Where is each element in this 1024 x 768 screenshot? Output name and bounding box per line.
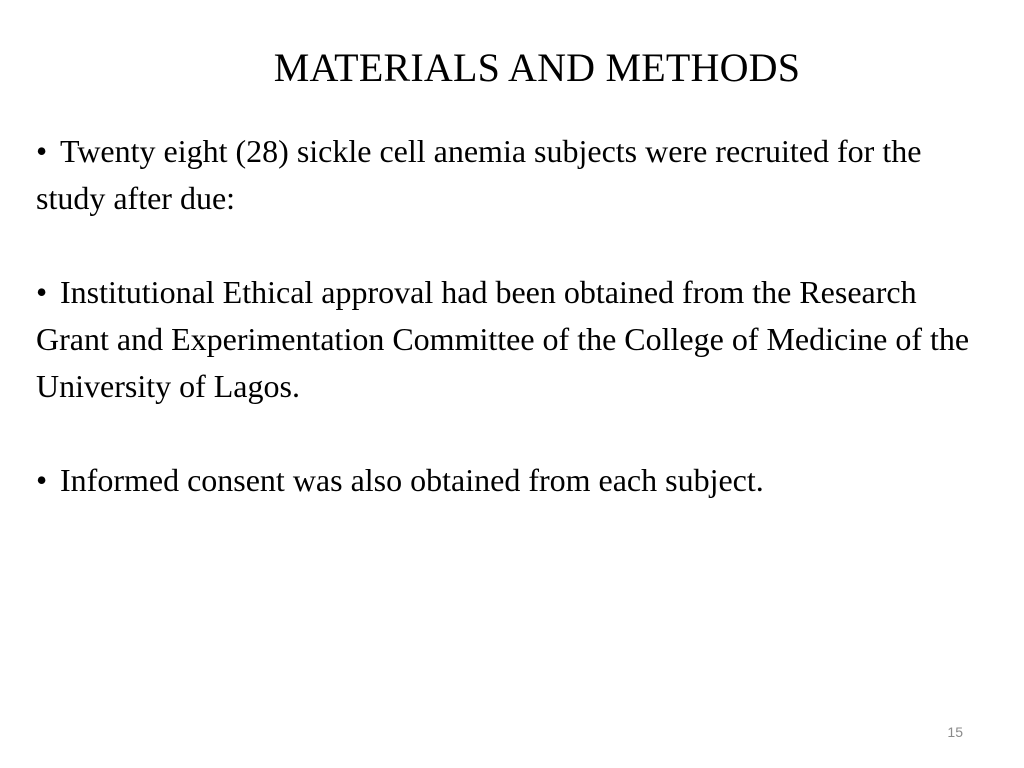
bullet-list xyxy=(36,128,996,504)
bullet-marker: • xyxy=(36,133,48,169)
bullet-item-informed-consent xyxy=(36,457,996,504)
slide-title: MATERIALS AND METHODS xyxy=(273,45,801,90)
bullet-text: Institutional Ethical approval had been obtained from the Research Grant and Experimentation Committee of the College of Medicine of the University of Lagos. xyxy=(36,274,970,404)
bullet-text: Twenty eight (28) sickle cell anemia subjects were recruited for the study after due: xyxy=(36,133,922,216)
bullet-marker: • xyxy=(36,462,48,498)
bullet-marker: • xyxy=(36,274,48,310)
bullet-item-subjects xyxy=(36,128,996,222)
page-number: 15 xyxy=(947,724,963,740)
bullet-text: Informed consent was also obtained from each subject. xyxy=(60,462,764,498)
bullet-item-ethical-approval xyxy=(36,269,996,410)
